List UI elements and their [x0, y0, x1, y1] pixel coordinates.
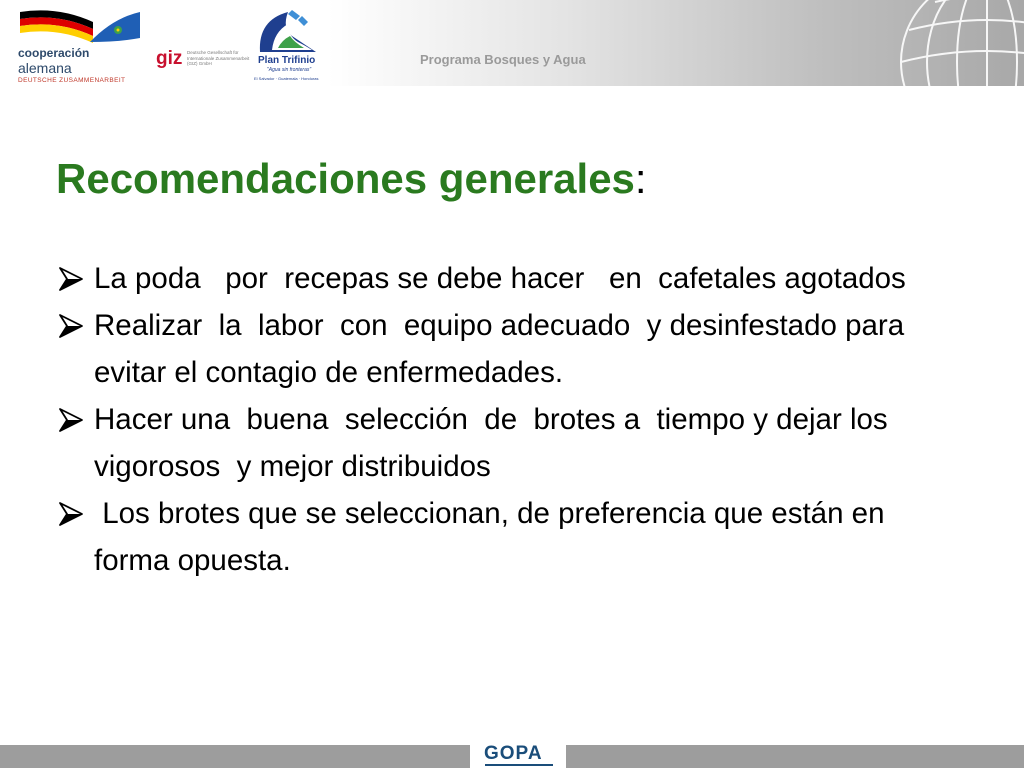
slide-title-text: Recomendaciones generales [56, 155, 635, 202]
program-name: Programa Bosques y Agua [420, 52, 586, 67]
plan-trifinio-logo [252, 6, 324, 84]
giz-fullname: Deutsche Gesellschaft für Internationale Zusammenarbeit (GIZ) GmbH [187, 50, 250, 66]
bullet-text-4: Los brotes que se seleccionan, de preferencia que están en forma opuesta. [94, 497, 893, 577]
bullet-text-2: Realizar la labor con equipo adecuado y desinfestado para evitar el contagio de enfermedades. [94, 309, 913, 389]
deutsche-zusammenarbeit-text: DEUTSCHE ZUSAMMENARBEIT [18, 77, 126, 84]
globe-icon [895, 0, 1024, 86]
arrowhead-bullet-icon [58, 407, 84, 433]
slide-title [56, 153, 647, 205]
bullet-item-3 [58, 396, 958, 490]
arrowhead-bullet-icon [58, 313, 84, 339]
gopa-text: GOPA [484, 743, 543, 764]
footer-bar-left [0, 745, 470, 768]
bullet-text-1: La poda por recepas se debe hacer en cafetales agotados [94, 262, 906, 295]
trifinio-countries: El Salvador · Guatemala · Honduras [254, 76, 319, 81]
trifinio-emblem-icon [252, 6, 324, 56]
gopa-underline [485, 764, 553, 766]
alemana-text: alemana [18, 60, 72, 76]
cooperacion-alemana-logo [18, 8, 143, 83]
bullet-item-1 [58, 255, 958, 302]
german-flag-icon [18, 8, 143, 48]
arrowhead-bullet-icon [58, 266, 84, 292]
arrowhead-bullet-icon [58, 501, 84, 527]
cooperacion-text: cooperación [18, 46, 90, 60]
giz-logo [156, 48, 256, 78]
slide-title-colon: : [634, 155, 647, 202]
giz-word: giz [156, 48, 183, 69]
trifinio-slogan: "Agua sin fronteras" [267, 67, 312, 73]
gopa-logo [478, 741, 560, 768]
bullet-item-4 [58, 490, 958, 584]
trifinio-title: Plan Trifinio [258, 55, 316, 66]
bullet-text-3: Hacer una buena selección de brotes a tiempo y dejar los vigorosos y mejor distribuidos [94, 403, 905, 483]
bullet-list [58, 255, 958, 584]
header-bar [0, 0, 1024, 86]
bullet-item-2 [58, 302, 958, 396]
footer-bar-right [566, 745, 1024, 768]
